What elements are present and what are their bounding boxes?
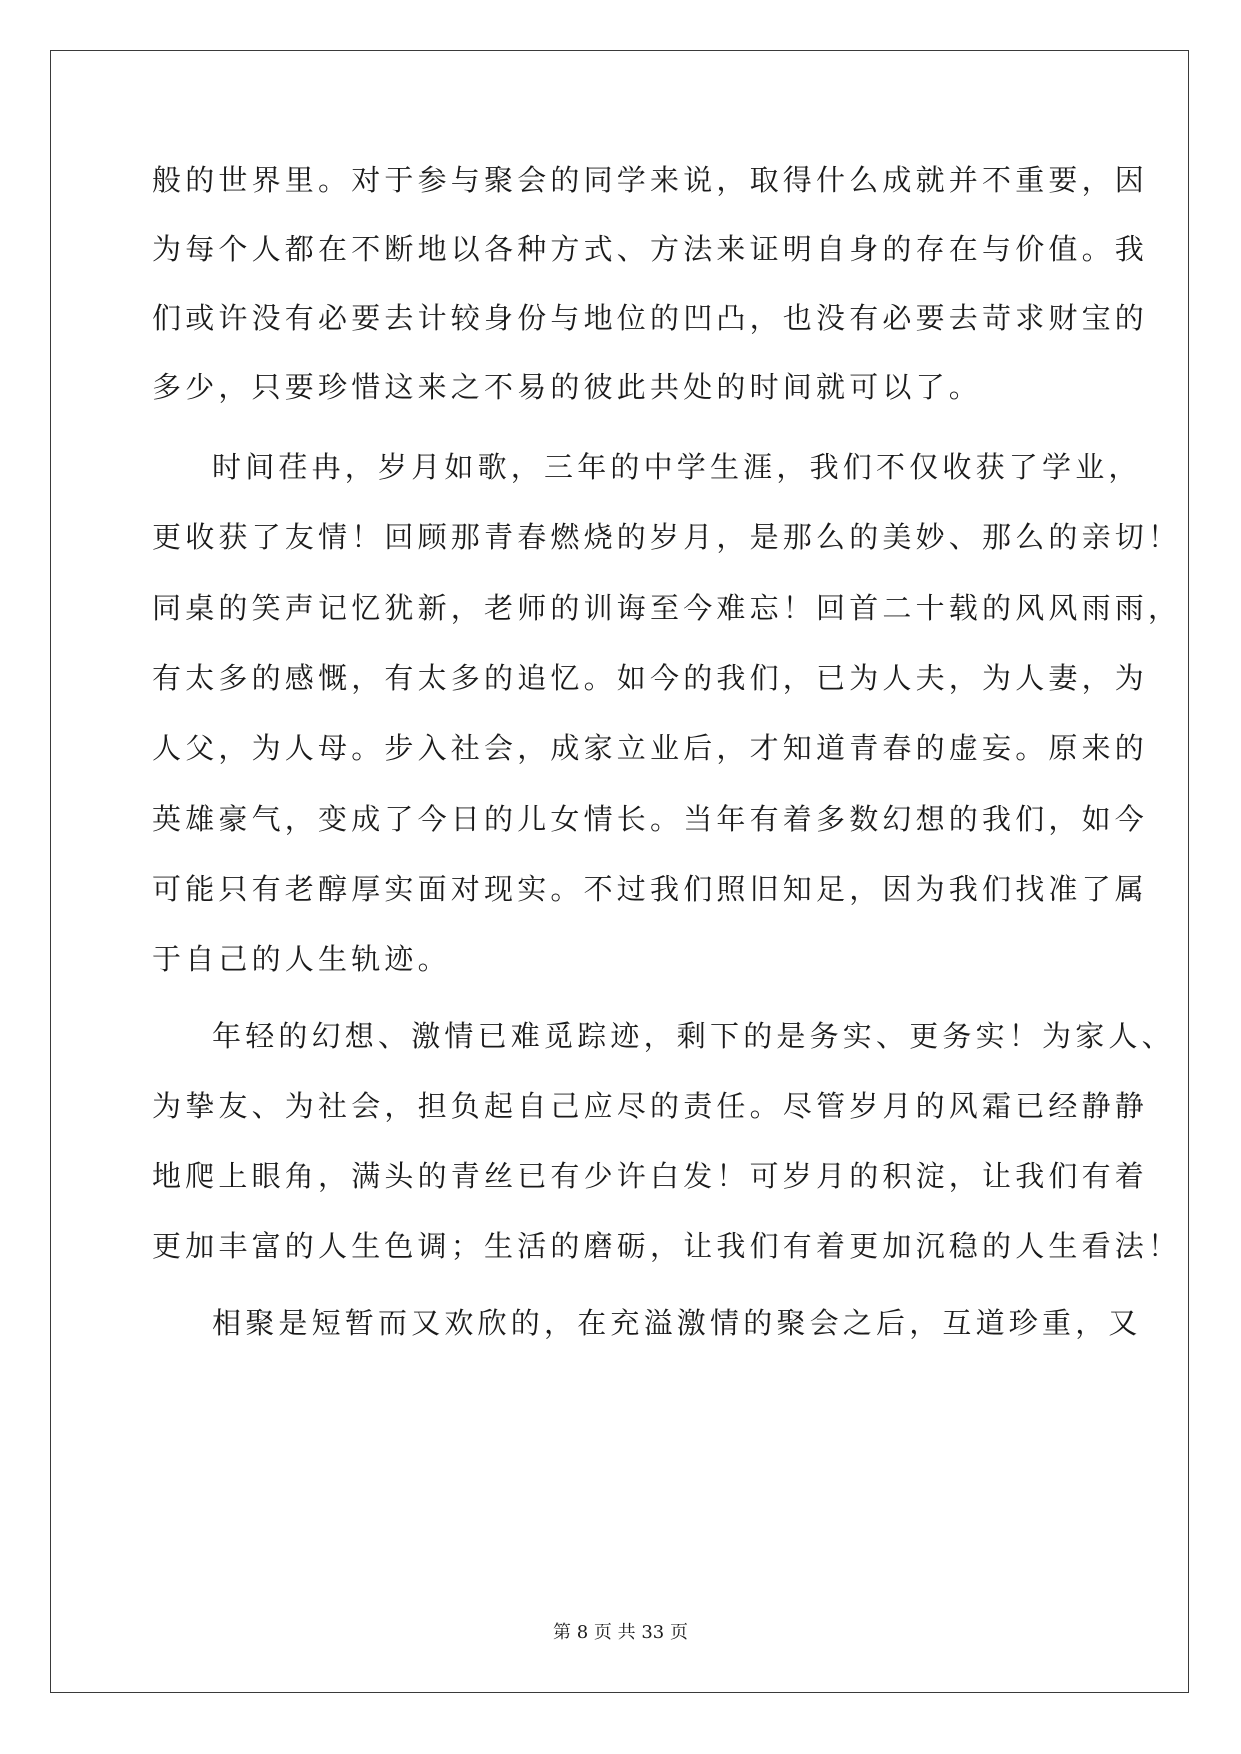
text-line: 有太多的感慨，有太多的追忆。如今的我们，已为人夫，为人妻，为 bbox=[152, 661, 1149, 695]
text-line: 人父，为人母。步入社会，成家立业后，才知道青春的虚妄。原来的 bbox=[152, 731, 1149, 765]
text-line: 为每个人都在不断地以各种方式、方法来证明自身的存在与价值。我 bbox=[152, 232, 1149, 266]
text-line: 更加丰富的人生色调；生活的磨砺，让我们有着更加沉稳的人生看法！ bbox=[152, 1229, 1182, 1263]
paragraph-first-line: 相聚是短暂而又欢欣的，在充溢激情的聚会之后，互道珍重，又 bbox=[212, 1306, 1142, 1340]
text-line: 们或许没有必要去计较身份与地位的凹凸，也没有必要去苛求财宝的 bbox=[152, 301, 1149, 335]
page-number-footer: 第 8 页 共 33 页 bbox=[553, 1622, 688, 1643]
text-line: 可能只有老醇厚实面对现实。不过我们照旧知足，因为我们找准了属 bbox=[152, 872, 1149, 906]
text-line: 英雄豪气，变成了今日的儿女情长。当年有着多数幻想的我们，如今 bbox=[152, 802, 1149, 836]
text-line: 于自己的人生轨迹。 bbox=[152, 942, 451, 976]
text-line: 同桌的笑声记忆犹新，老师的训诲至今难忘！回首二十载的风风雨雨， bbox=[152, 591, 1182, 625]
text-line: 地爬上眼角，满头的青丝已有少许白发！可岁月的积淀，让我们有着 bbox=[152, 1159, 1149, 1193]
paragraph-first-line: 年轻的幻想、激情已难觅踪迹，剩下的是务实、更务实！为家人、 bbox=[212, 1019, 1175, 1053]
text-line: 般的世界里。对于参与聚会的同学来说，取得什么成就并不重要，因 bbox=[152, 163, 1149, 197]
paragraph-first-line: 时间荏冉，岁月如歌，三年的中学生涯，我们不仅收获了学业， bbox=[212, 450, 1142, 484]
text-line: 为挚友、为社会，担负起自己应尽的责任。尽管岁月的风霜已经静静 bbox=[152, 1089, 1149, 1123]
text-line: 更收获了友情！回顾那青春燃烧的岁月，是那么的美妙、那么的亲切！ bbox=[152, 520, 1182, 554]
text-line: 多少，只要珍惜这来之不易的彼此共处的时间就可以了。 bbox=[152, 370, 983, 404]
